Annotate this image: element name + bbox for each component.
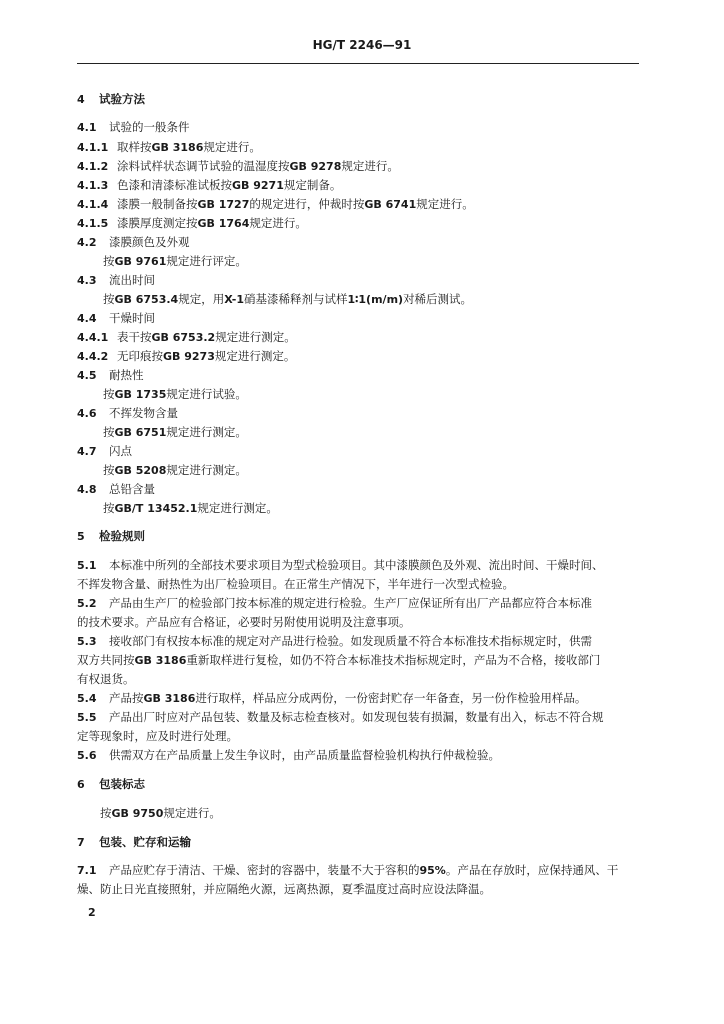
clause-number: 4.1.2 xyxy=(77,160,109,173)
clause-5-3-cont2: 有权退货。 xyxy=(77,672,135,686)
clause-number: 7.1 xyxy=(77,864,97,877)
clause-title: 干燥时间 xyxy=(109,311,155,325)
clause-text: 对稀后测试。 xyxy=(403,292,473,306)
clause-text: 漆膜一般制备按 xyxy=(117,197,198,211)
clause-text: 色漆和清漆标准试板按 xyxy=(117,178,232,192)
clause-number: 5.6 xyxy=(77,749,97,762)
clause-text: 按 xyxy=(103,387,115,401)
clause-number: 5.1 xyxy=(77,559,97,572)
clause-4-2 xyxy=(77,234,190,251)
clause-text: 产品按 xyxy=(109,691,144,705)
clause-text: 规定进行。 xyxy=(163,806,221,820)
clause-text: 供需双方在产品质量上发生争议时，由产品质量监督检验机构执行仲裁检验。 xyxy=(109,748,500,762)
clause-number: 4.6 xyxy=(77,407,97,420)
standard-code: GB/T 13452.1 xyxy=(114,502,198,515)
clause-text: 本标准中所列的全部技术要求项目为型式检验项目。其中漆膜颜色及外观、流出时间、干燥时间、 xyxy=(109,558,604,572)
section-5-heading xyxy=(77,528,145,545)
clause-text: 规定进行。 xyxy=(416,197,474,211)
clause-4-3-text xyxy=(103,291,472,308)
clause-4-1-3 xyxy=(77,177,341,194)
standard-code: GB 6741 xyxy=(364,198,417,211)
clause-number: 4.5 xyxy=(77,369,97,382)
clause-number: 4.3 xyxy=(77,274,97,287)
clause-4-7-text xyxy=(103,462,247,479)
standard-code: GB 6753.4 xyxy=(114,293,179,306)
section-title: 包装、贮存和运输 xyxy=(99,835,191,849)
clause-text: 按 xyxy=(103,254,115,268)
page-number: 2 xyxy=(88,906,96,919)
clause-4-3 xyxy=(77,272,155,289)
section-number: 4 xyxy=(77,93,85,106)
standard-code: GB 9761 xyxy=(114,255,167,268)
clause-4-1 xyxy=(77,119,190,136)
clause-number: 4.4.2 xyxy=(77,350,109,363)
standard-code: GB 3186 xyxy=(134,654,187,667)
clause-7-1 xyxy=(77,862,618,879)
clause-number: 4.7 xyxy=(77,445,97,458)
clause-4-2-text xyxy=(103,253,247,270)
clause-7-1-cont: 燥、防止日光直接照射，并应隔绝火源，远离热源，夏季温度过高时应设法降温。 xyxy=(77,882,491,896)
clause-text: 表干按 xyxy=(117,330,152,344)
clause-text: 取样按 xyxy=(117,140,152,154)
clause-title: 耐热性 xyxy=(109,368,144,382)
clause-title: 试验的一般条件 xyxy=(109,120,190,134)
mix-ratio: 1∶1(m/m) xyxy=(347,293,404,306)
header-rule xyxy=(77,63,639,64)
clause-text: 涂料试样状态调节试验的温湿度按 xyxy=(117,159,290,173)
clause-4-4-1 xyxy=(77,329,296,346)
clause-4-5 xyxy=(77,367,144,384)
clause-4-7 xyxy=(77,443,132,460)
clause-text: 按 xyxy=(103,463,115,477)
clause-4-6-text xyxy=(103,424,247,441)
clause-number: 4.4.1 xyxy=(77,331,109,344)
standard-code: GB 1764 xyxy=(197,217,250,230)
clause-text: 重新取样进行复检，如仍不符合本标准技术指标规定时，产品为不合格，接收部门 xyxy=(186,653,601,667)
clause-title: 不挥发物含量 xyxy=(109,406,178,420)
clause-4-1-4 xyxy=(77,196,474,213)
clause-text: 规定进行。 xyxy=(203,140,261,154)
clause-4-6 xyxy=(77,405,178,422)
standard-code: GB 9278 xyxy=(289,160,342,173)
clause-text: 规定进行试验。 xyxy=(166,387,247,401)
section-number: 6 xyxy=(77,778,85,791)
clause-text: 按 xyxy=(103,292,115,306)
section-6-text xyxy=(100,805,221,822)
clause-4-8 xyxy=(77,481,155,498)
clause-text: 规定进行测定。 xyxy=(166,463,247,477)
clause-number: 4.1.3 xyxy=(77,179,109,192)
clause-text: 硝基漆稀释剂与试样 xyxy=(244,292,348,306)
clause-text: 规定进行评定。 xyxy=(166,254,247,268)
clause-text: 双方共同按 xyxy=(77,653,135,667)
standard-code: GB 9750 xyxy=(111,807,164,820)
clause-5-1-cont: 不挥发物含量、耐热性为出厂检验项目。在正常生产情况下，半年进行一次型式检验。 xyxy=(77,577,514,591)
clause-5-5-cont: 定等现象时，应及时进行处理。 xyxy=(77,729,238,743)
section-title: 包装标志 xyxy=(99,777,145,791)
section-title: 试验方法 xyxy=(99,92,145,106)
clause-5-2 xyxy=(77,595,592,612)
clause-title: 闪点 xyxy=(109,444,132,458)
standard-code: GB 6751 xyxy=(114,426,167,439)
standard-code: GB 6753.2 xyxy=(151,331,216,344)
clause-4-1-5 xyxy=(77,215,307,232)
clause-4-4 xyxy=(77,310,155,327)
thinner-code: X-1 xyxy=(224,293,245,306)
clause-text: 规定进行测定。 xyxy=(215,330,296,344)
clause-5-6 xyxy=(77,747,500,764)
running-header: HG/T 2246—91 xyxy=(312,38,412,52)
clause-text: 。产品在存放时，应保持通风、干 xyxy=(445,863,619,877)
clause-text: 无印痕按 xyxy=(117,349,163,363)
clause-text: 按 xyxy=(103,501,115,515)
clause-title: 流出时间 xyxy=(109,273,155,287)
clause-4-1-1 xyxy=(77,139,261,156)
clause-title: 漆膜颜色及外观 xyxy=(109,235,190,249)
clause-5-1 xyxy=(77,557,604,574)
clause-text: 按 xyxy=(100,806,112,820)
clause-4-4-2 xyxy=(77,348,295,365)
clause-number: 5.2 xyxy=(77,597,97,610)
standard-code: GB 1727 xyxy=(197,198,250,211)
clause-5-2-cont: 的技术要求。产品应有合格证，必要时另附使用说明及注意事项。 xyxy=(77,615,411,629)
clause-text: 接收部门有权按本标准的规定对产品进行检验。如发现质量不符合本标准技术指标规定时，供需 xyxy=(109,634,592,648)
clause-text: 产品由生产厂的检验部门按本标准的规定进行检验。生产厂应保证所有出厂产品都应符合本标准 xyxy=(109,596,592,610)
clause-text: 进行取样，样品应分成两份，一份密封贮存一年备查，另一份作检验用样品。 xyxy=(195,691,587,705)
clause-4-5-text xyxy=(103,386,247,403)
standard-code: GB 9271 xyxy=(232,179,284,192)
clause-5-5 xyxy=(77,709,604,726)
standard-code: GB 3186 xyxy=(151,141,204,154)
clause-text: 规定进行测定。 xyxy=(166,425,247,439)
clause-number: 4.1.1 xyxy=(77,141,109,154)
clause-text: 规定进行。 xyxy=(249,216,307,230)
standard-code: GB 9273 xyxy=(163,350,215,363)
fill-percentage: 95% xyxy=(419,864,446,877)
clause-number: 4.1.5 xyxy=(77,217,109,230)
clause-number: 4.1.4 xyxy=(77,198,109,211)
clause-title: 总铅含量 xyxy=(109,482,155,496)
clause-text: 产品应贮存于清洁、干燥、密封的容器中，装量不大于容积的 xyxy=(109,863,420,877)
clause-text: 产品出厂时应对产品包装、数量及标志检查核对。如发现包装有损漏，数量有出入，标志不符合规 xyxy=(109,710,604,724)
clause-text: 规定进行。 xyxy=(341,159,399,173)
clause-text: 规定进行测定。 xyxy=(197,501,278,515)
section-title: 检验规则 xyxy=(99,529,145,543)
clause-number: 4.4 xyxy=(77,312,97,325)
clause-text: 规定进行测定。 xyxy=(214,349,296,363)
clause-text: 的规定进行，仲裁时按 xyxy=(249,197,365,211)
section-7-heading xyxy=(77,834,191,851)
section-6-heading xyxy=(77,776,145,793)
clause-number: 5.4 xyxy=(77,692,97,705)
section-4-heading xyxy=(77,91,145,108)
clause-number: 5.5 xyxy=(77,711,97,724)
clause-4-1-2 xyxy=(77,158,399,175)
clause-number: 5.3 xyxy=(77,635,97,648)
standard-code: GB 1735 xyxy=(114,388,167,401)
clause-number: 4.1 xyxy=(77,121,97,134)
clause-5-3-cont xyxy=(77,652,600,669)
standard-code: GB 3186 xyxy=(143,692,196,705)
clause-number: 4.8 xyxy=(77,483,97,496)
standard-code: GB 5208 xyxy=(114,464,167,477)
clause-number: 4.2 xyxy=(77,236,97,249)
clause-5-3 xyxy=(77,633,592,650)
clause-5-4 xyxy=(77,690,586,707)
section-number: 7 xyxy=(77,836,85,849)
clause-text: 按 xyxy=(103,425,115,439)
section-number: 5 xyxy=(77,530,85,543)
clause-text: 规定，用 xyxy=(178,292,225,306)
clause-4-8-text xyxy=(103,500,278,517)
clause-text: 漆膜厚度测定按 xyxy=(117,216,198,230)
clause-text: 规定制备。 xyxy=(283,178,342,192)
